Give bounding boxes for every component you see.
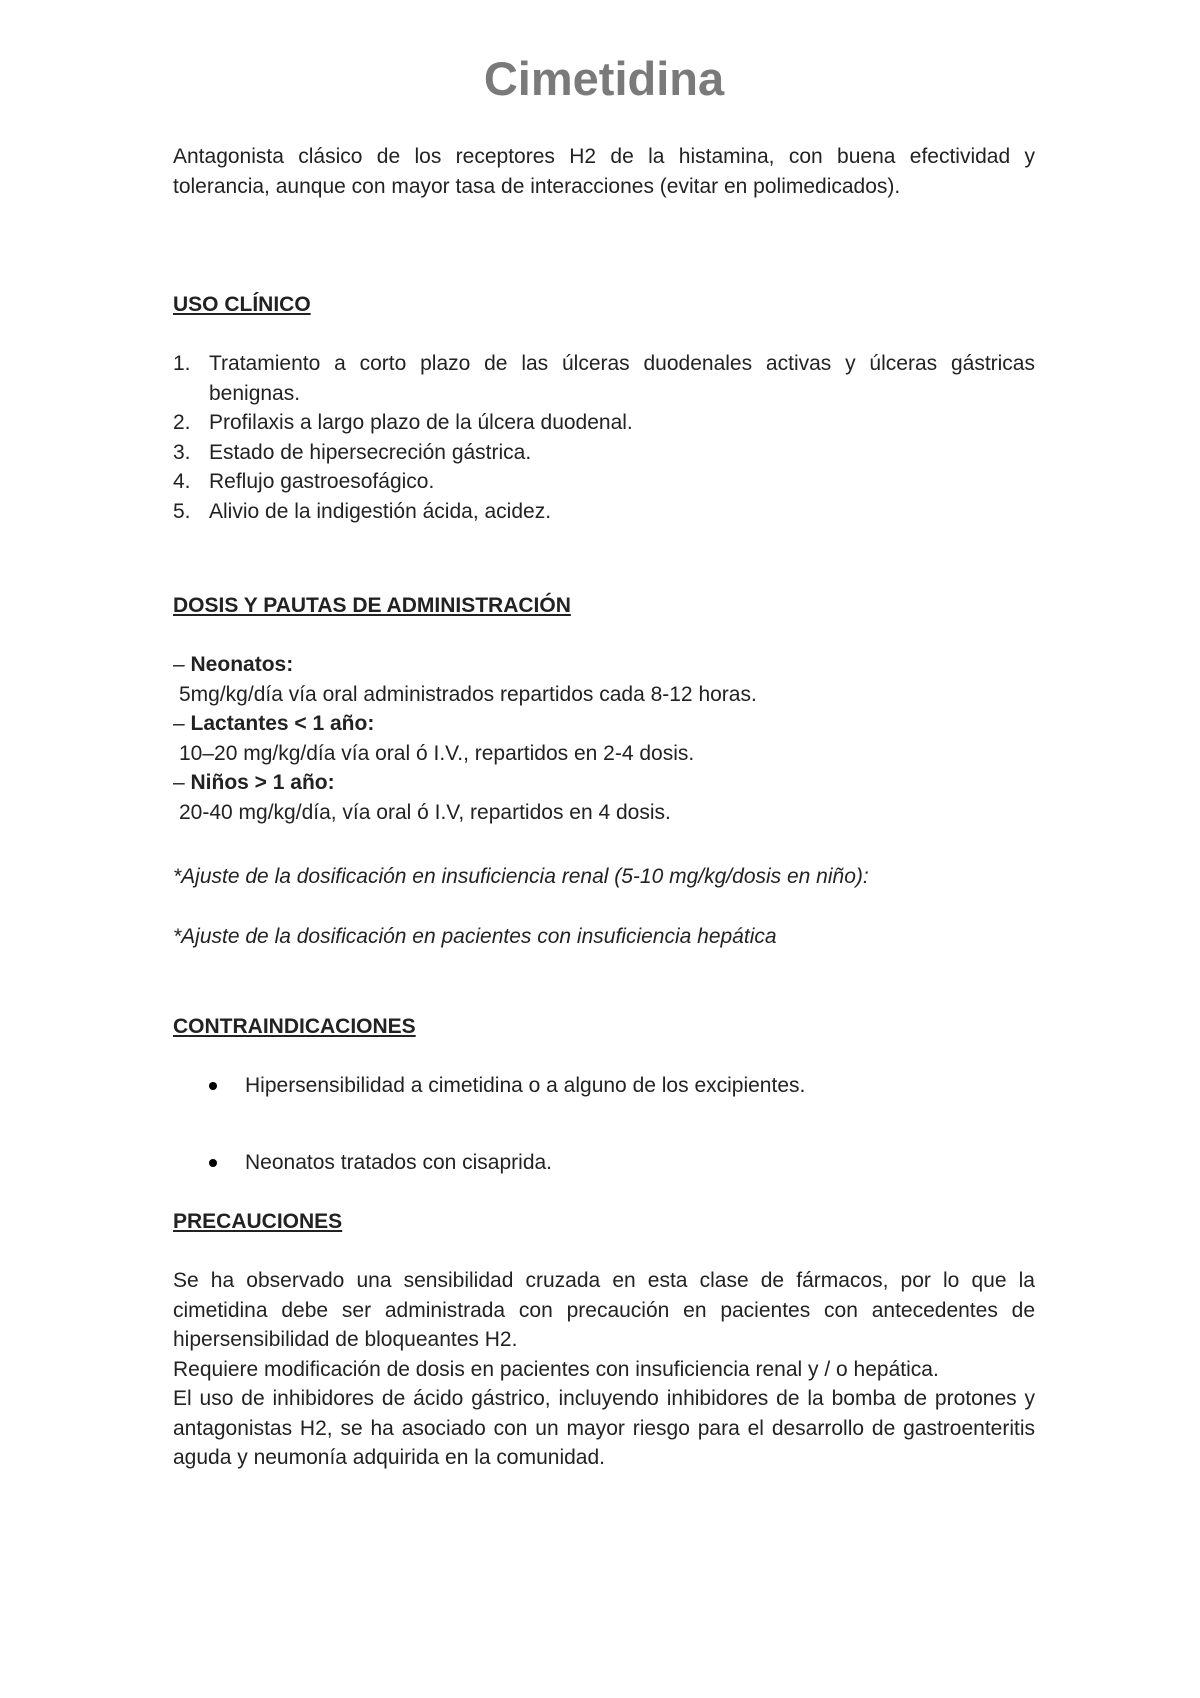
list-item <box>173 408 1035 438</box>
list-number: 2. <box>173 411 191 434</box>
dash: – <box>173 712 191 735</box>
group-ninos: Niños > 1 año: <box>190 771 335 794</box>
list-item <box>173 1148 1035 1178</box>
dosis-groups <box>173 650 1035 827</box>
list-number: 3. <box>173 440 191 464</box>
list-item-text: Reflujo gastroesofágico. <box>209 470 435 493</box>
list-item-text: Profilaxis a largo plazo de la úlcera duodenal. <box>209 411 633 434</box>
dose-group-label <box>173 709 1035 739</box>
heading-precauciones: PRECAUCIONES <box>173 1210 343 1233</box>
precaucion-paragraph: Requiere modificación de dosis en pacientes con insuficiencia renal y / o hepática. <box>173 1357 939 1381</box>
intro-paragraph: Antagonista clásico de los receptores H2 de la histamina, con buena efectividad y tolerancia, aunque con mayor tasa de interacciones (evitar en polimedicados). <box>173 145 1035 198</box>
dose-value-ninos: 20-40 mg/kg/día, vía oral ó I.V, repartidos en 4 dosis. <box>179 800 671 824</box>
dash: – <box>173 771 191 794</box>
list-item-text: Tratamiento a corto plazo de las úlceras duodenales activas y úlceras gástricas benignas. <box>209 352 1035 405</box>
contraindicaciones-list <box>173 1071 1035 1177</box>
bullet-icon <box>209 1159 217 1167</box>
document-title: Cimetidina <box>483 52 725 105</box>
list-item-text: Neonatos tratados con cisaprida. <box>245 1150 553 1174</box>
list-item <box>173 467 1035 497</box>
heading-contraindicaciones: CONTRAINDICACIONES <box>173 1015 416 1038</box>
precaucion-paragraph: El uso de inhibidores de ácido gástrico, incluyendo inhibidores de la bomba de protones y antagonistas H2, se ha asociado con un mayor riesgo para el desarrollo de gastroenteritis aguda y neumonía adquirida en la comunidad. <box>173 1387 1035 1469</box>
dose-group-label <box>173 768 1035 798</box>
precaucion-paragraph: Se ha observado una sensibilidad cruzada en esta clase de fármacos, por lo que la cimetidina debe ser administrada con precaución en pacientes con antecedentes de hipersensibilidad de bloqueantes H2. <box>173 1269 1035 1351</box>
list-item <box>173 1071 1035 1101</box>
bullet-icon <box>209 1082 217 1090</box>
dose-value-neonatos: 5mg/kg/día vía oral administrados repartidos cada 8-12 horas. <box>179 682 757 706</box>
note-hepatica: *Ajuste de la dosificación en pacientes con insuficiencia hepática <box>173 925 777 948</box>
list-item-text: Alivio de la indigestión ácida, acidez. <box>209 499 552 523</box>
heading-dosis: DOSIS Y PAUTAS DE ADMINISTRACIÓN <box>173 594 571 617</box>
dash: – <box>173 653 191 676</box>
note-renal: *Ajuste de la dosificación en insuficiencia renal (5-10 mg/kg/dosis en niño): <box>173 865 869 888</box>
list-item-text: Hipersensibilidad a cimetidina o a alguno de los excipientes. <box>245 1074 806 1097</box>
precauciones-body <box>173 1266 1035 1473</box>
group-neonatos: Neonatos: <box>190 653 294 676</box>
group-lactantes: Lactantes < 1 año: <box>190 712 375 735</box>
dose-group-label <box>173 650 1035 680</box>
list-number: 4. <box>173 470 191 493</box>
list-item-text: Estado de hipersecreción gástrica. <box>209 440 532 464</box>
list-item <box>173 349 1035 408</box>
uso-clinico-list <box>173 349 1035 526</box>
list-number: 1. <box>173 352 191 375</box>
list-number: 5. <box>173 499 191 523</box>
list-item <box>173 438 1035 468</box>
dose-value-lactantes: 10–20 mg/kg/día vía oral ó I.V., repartidos en 2-4 dosis. <box>179 741 695 765</box>
list-item <box>173 497 1035 527</box>
heading-uso-clinico: USO CLÍNICO <box>173 293 311 316</box>
